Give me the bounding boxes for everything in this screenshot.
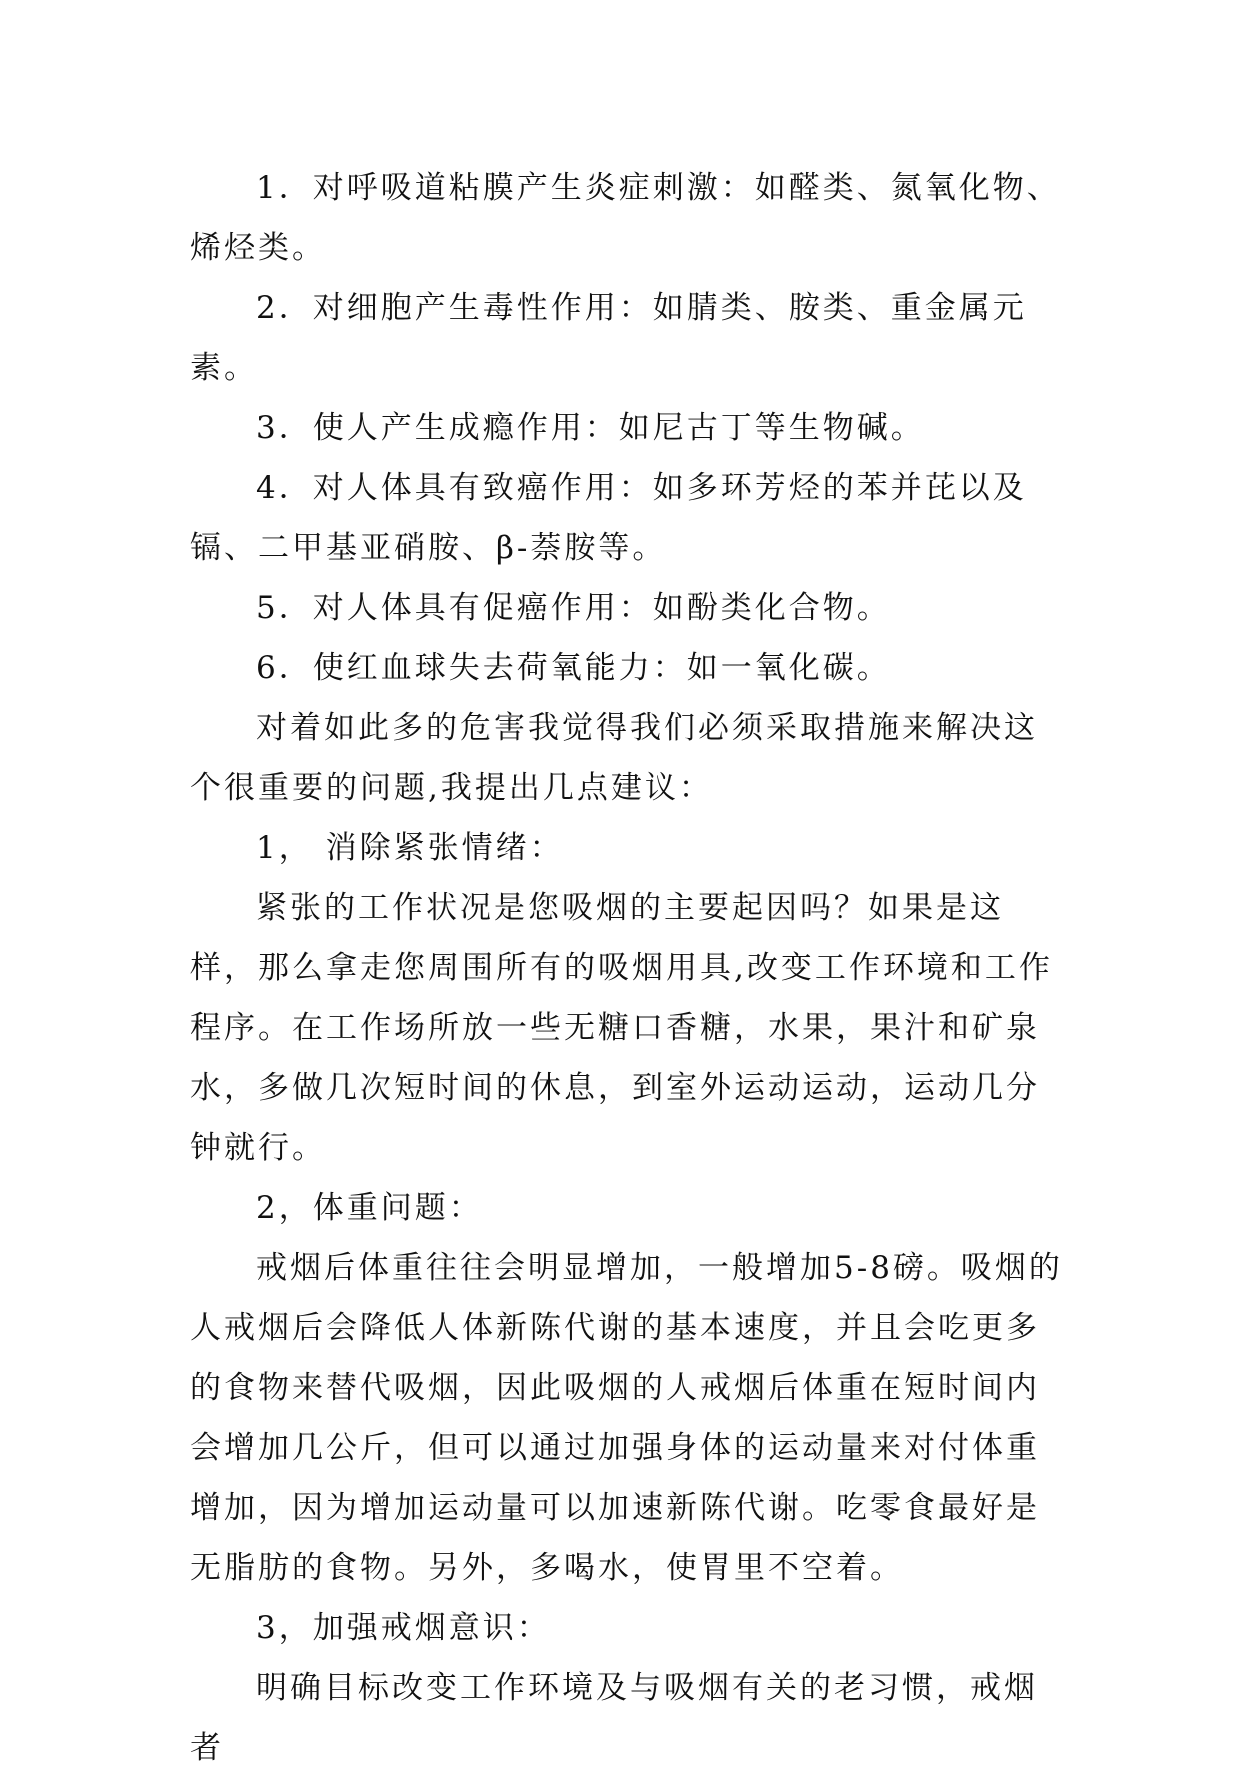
suggestion-body-1: 紧张的工作状况是您吸烟的主要起因吗？如果是这样，那么拿走您周围所有的吸烟用具,改变工作环境和工作程序。在工作场所放一些无糖口香糖，水果，果汁和矿泉水，多做几次短时间的休息，到室外运动运动，运动几分钟就行。: [190, 890, 1053, 1166]
suggestion-body-2: 戒烟后体重往往会明显增加，一般增加5-8磅。吸烟的人戒烟后会降低人体新陈代谢的基本速度，并且会吃更多的食物来替代吸烟，因此吸烟的人戒烟后体重在短时间内会增加几公斤，但可以通过加强身体的运动量来对付体重增加，因为增加运动量可以加速新陈代谢。吃零食最好是无脂肪的食物。另外，多喝水，使胃里不空着。: [190, 1250, 1063, 1586]
harm-item-5: 5．对人体具有促癌作用：如酚类化合物。: [256, 590, 891, 626]
document-body: [190, 158, 1070, 1778]
suggestion-heading-3: 3，加强戒烟意识：: [256, 1610, 551, 1646]
harm-item-3: 3．使人产生成瘾作用：如尼古丁等生物碱。: [256, 410, 925, 446]
suggestion-heading-2: 2，体重问题：: [256, 1190, 483, 1226]
harm-item-1: 1．对呼吸道粘膜产生炎症刺激：如醛类、氮氧化物、烯烃类。: [190, 170, 1061, 266]
harm-item-6: 6．使红血球失去荷氧能力：如一氧化碳。: [256, 650, 891, 686]
harm-item-2: 2．对细胞产生毒性作用：如腈类、胺类、重金属元素。: [190, 290, 1027, 386]
harm-item-4: 4．对人体具有致癌作用：如多环芳烃的苯并芘以及镉、二甲基亚硝胺、β-萘胺等。: [190, 470, 1027, 566]
suggestion-heading-1: 1， 消除紧张情绪：: [256, 830, 564, 866]
suggestion-intro: 对着如此多的危害我觉得我们必须采取措施来解决这个很重要的问题,我提出几点建议：: [190, 710, 1038, 806]
suggestion-body-3: 明确目标改变工作环境及与吸烟有关的老习惯，戒烟者: [190, 1670, 1038, 1766]
